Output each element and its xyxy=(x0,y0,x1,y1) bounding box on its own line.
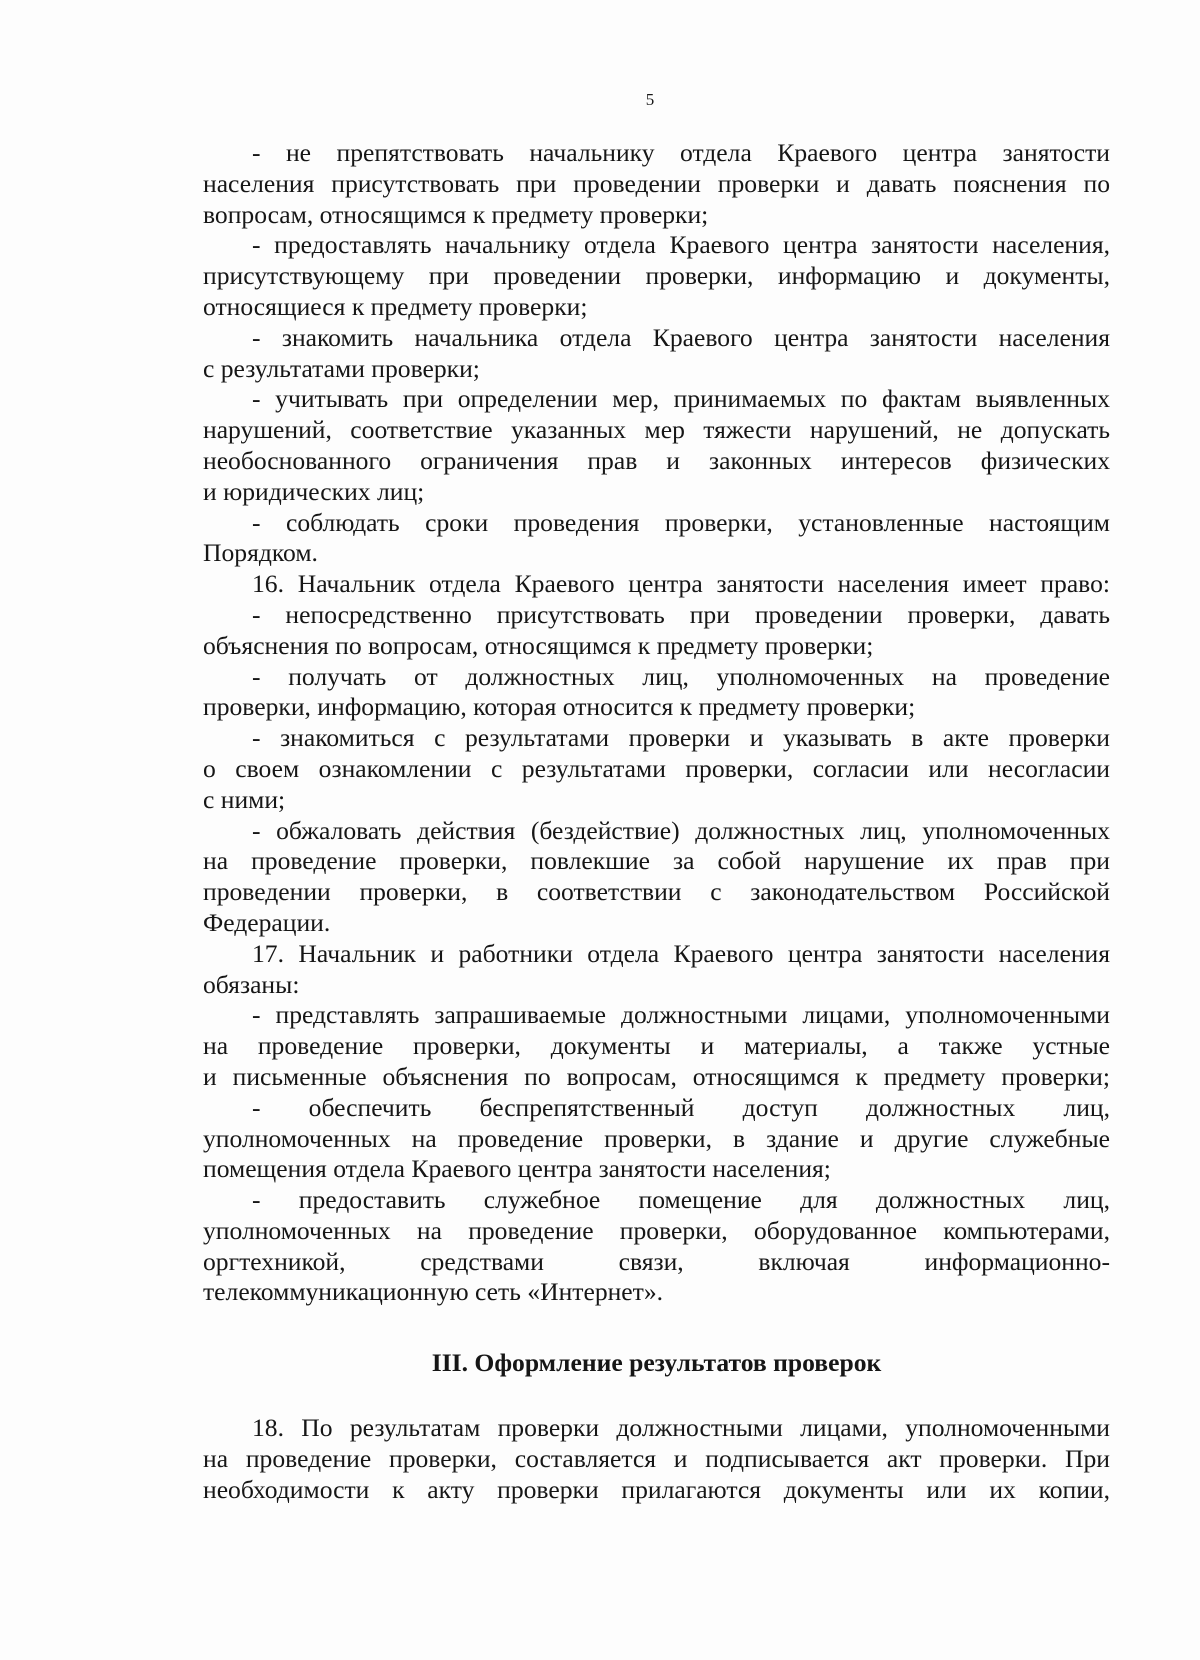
text-line: - предоставить служебное помещение для должностных лиц, xyxy=(252,1185,1110,1215)
text-line: - обеспечить беспрепятственный доступ должностных лиц, xyxy=(252,1092,1110,1122)
text-line: - знакомиться с результатами проверки и указывать в акте проверки xyxy=(252,723,1110,753)
text-line: объяснения по вопросам, относящимся к предмету проверки; xyxy=(203,630,874,660)
text-line: Федерации. xyxy=(203,907,331,937)
text-line: - учитывать при определении мер, принимаемых по фактам выявленных xyxy=(252,384,1110,414)
text-line: обязаны: xyxy=(203,969,300,999)
text-line: и письменные объяснения по вопросам, относящимся к предмету проверки; xyxy=(203,1061,1110,1091)
text-line: 17. Начальник и работники отдела Краевого центра занятости населения xyxy=(252,938,1110,968)
text-line: - представлять запрашиваемые должностными лицами, уполномоченными xyxy=(252,1000,1110,1030)
document-body-continued xyxy=(203,1413,1110,1505)
text-line: относящиеся к предмету проверки; xyxy=(203,291,588,321)
text-line: оргтехникой, средствами связи, включая информационно- xyxy=(203,1246,1110,1276)
text-line: - знакомить начальника отдела Краевого центра занятости населения xyxy=(252,322,1110,352)
text-line: телекоммуникационную сеть «Интернет». xyxy=(203,1277,664,1307)
text-line: на проведение проверки, повлекшие за собой нарушение их прав при xyxy=(203,846,1110,876)
text-line: на проведение проверки, составляется и подписывается акт проверки. При xyxy=(203,1443,1110,1473)
text-line: - не препятствовать начальнику отдела Краевого центра занятости xyxy=(252,138,1110,167)
text-line: проверки, информацию, которая относится к предмету проверки; xyxy=(203,692,916,722)
text-line: - обжаловать действия (бездействие) должностных лиц, уполномоченных xyxy=(252,815,1110,845)
page-number: 5 xyxy=(645,90,655,109)
text-line: с результатами проверки; xyxy=(203,353,480,383)
text-line: на проведение проверки, документы и материалы, а также устные xyxy=(203,1031,1110,1061)
text-line: 18. По результатам проверки должностными лицами, уполномоченными xyxy=(252,1413,1110,1442)
text-line: 16. Начальник отдела Краевого центра занятости населения имеет право: xyxy=(252,569,1110,599)
text-line: о своем ознакомлении с результатами проверки, согласии или несогласии xyxy=(203,753,1110,783)
text-line: нарушений, соответствие указанных мер тяжести нарушений, не допускать xyxy=(203,415,1110,445)
text-line: - соблюдать сроки проведения проверки, установленные настоящим xyxy=(252,507,1110,537)
text-line: необходимости к акту проверки прилагаются документы или их копии, xyxy=(203,1474,1110,1504)
text-line: - предоставлять начальнику отдела Краевого центра занятости населения, xyxy=(252,230,1110,260)
text-line: и юридических лиц; xyxy=(203,476,425,506)
text-line: помещения отдела Краевого центра занятости населения; xyxy=(203,1154,831,1184)
text-line: населения присутствовать при проведении проверки и давать пояснения по xyxy=(203,168,1110,198)
text-line: уполномоченных на проведение проверки, в здание и другие служебные xyxy=(203,1123,1110,1153)
text-line: - непосредственно присутствовать при проведении проверки, давать xyxy=(252,599,1110,629)
text-line: Порядком. xyxy=(203,538,318,568)
text-line: проведении проверки, в соответствии с законодательством Российской xyxy=(203,877,1110,907)
text-line: с ними; xyxy=(203,784,286,814)
document-body xyxy=(203,138,1110,1308)
text-line: присутствующему при проведении проверки, информацию и документы, xyxy=(203,261,1110,291)
text-line: - получать от должностных лиц, уполномоченных на проведение xyxy=(252,661,1110,691)
section-heading: III. Оформление результатов проверок xyxy=(431,1348,882,1377)
text-line: вопросам, относящимся к предмету проверки; xyxy=(203,199,709,229)
text-line: необоснованного ограничения прав и законных интересов физических xyxy=(203,445,1110,475)
text-line: уполномоченных на проведение проверки, оборудованное компьютерами, xyxy=(203,1215,1110,1245)
